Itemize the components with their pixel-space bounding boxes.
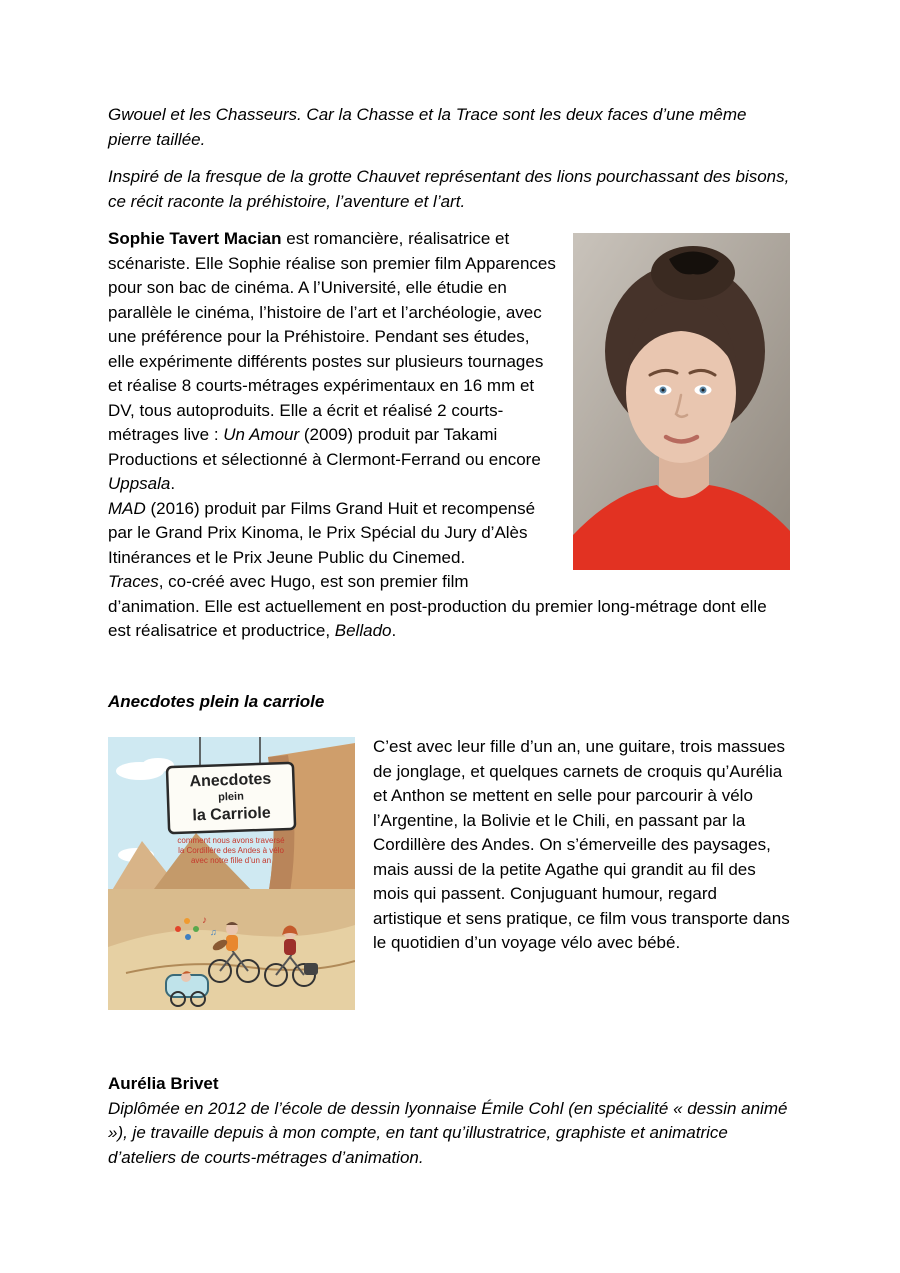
carriole-description-paragraph: C’est avec leur fille d’un an, une guitare, trois massues de jonglage, et quelques carnets de croquis qu’Aurélia et Anthon se mettent en selle pour parcourir à vélo l’Argentine, la Bolivie et le Chili, en passant par la Cordillère des Andes. On s’émerveille des paysages, mais aussi de la petite Agathe qui grandit au fil des mois qui passent. Conjuguant humour, regard artistique et sens pratique, ce film vous transporte dans le quotidien d’un voyage vélo avec bébé. (373, 737, 790, 952)
sophie-text-6: . (391, 621, 397, 640)
poster-subtitle-line-3: avec notre fille d’un an (190, 856, 272, 865)
section-spacer (108, 644, 790, 690)
section-spacer (108, 1016, 790, 1072)
carriole-section-heading: Anecdotes plein la carriole (108, 691, 325, 711)
sophie-text-5: , co-créé avec Hugo, est son premier film d’animation. Elle est actuellement en post-production du premier long-métrage dont elle est réalisatrice et productrice, (108, 572, 767, 640)
poster-subtitle (177, 836, 285, 865)
sophie-text-4: (2016) produit par Films Grand Huit et recompensé par le Grand Prix Kinoma, le Prix Spécial du Jury d’Alès Itinérances et le Prix Jeune Public du Cinemed. (108, 498, 536, 567)
intro-paragraph-1: Gwouel et les Chasseurs. Car la Chasse et la Trace sont les deux faces d’une même pierre taillée. (108, 105, 747, 149)
carriole-section (108, 735, 790, 1016)
poster-subtitle-line-1: comment nous avons traversé (177, 836, 285, 845)
poster-title-line-3: la Carriole (192, 804, 272, 825)
film-title-un-amour: Un Amour (223, 425, 300, 444)
aurelia-name-heading: Aurélia Brivet (108, 1074, 219, 1093)
film-title-traces: Traces (108, 572, 159, 591)
sophie-name: Sophie Tavert Macian (108, 229, 282, 248)
carriole-poster-image (108, 737, 355, 1010)
intro-paragraph-2: Inspiré de la fresque de la grotte Chauvet représentant des lions pourchassant des bisons, ce récit raconte la préhistoire, l’aventure et l’art. (108, 167, 790, 211)
sophie-text-3: . (170, 474, 176, 493)
film-title-bellado: Bellado (334, 621, 392, 640)
sophie-text-1: est romancière, réalisatrice et scénariste. Elle Sophie réalise son premier film Apparences pour son bac de cinéma. A l’Université, elle étudie en parallèle le cinéma, l’histoire de l’art et l’archéologie, avec une préférence pour la Préhistoire. Pendant ses études, elle expérimente différents postes sur plusieurs tournages et réalise 8 courts-métrages expérimentaux en 16 mm et DV, tous autoproduits. Elle a écrit et réalisé 2 courts-métrages live : (108, 229, 556, 444)
sophie-portrait-photo (573, 233, 790, 570)
poster-title-line-1: Anecdotes (189, 770, 272, 791)
svg-text:♪: ♪ (202, 915, 207, 926)
festival-title-uppsala: Uppsala (108, 474, 171, 493)
aurelia-bio-paragraph: Diplômée en 2012 de l’école de dessin lyonnaise Émile Cohl (en spécialité « dessin animé »), je travaille depuis à mon compte, en tant qu’illustratrice, graphiste et animatrice d’ateliers de courts-métrages d’animation. (108, 1098, 788, 1167)
poster-subtitle-line-2: la Cordillère des Andes à vélo (178, 846, 284, 855)
sophie-text-2: (2009) produit par Takami Productions et sélectionné à Clermont-Ferrand ou encore (108, 425, 541, 469)
sophie-bio-section (108, 227, 790, 644)
svg-text:♫: ♫ (210, 927, 217, 937)
poster-title-line-2: plein (217, 790, 245, 804)
film-title-mad: MAD (108, 498, 146, 518)
